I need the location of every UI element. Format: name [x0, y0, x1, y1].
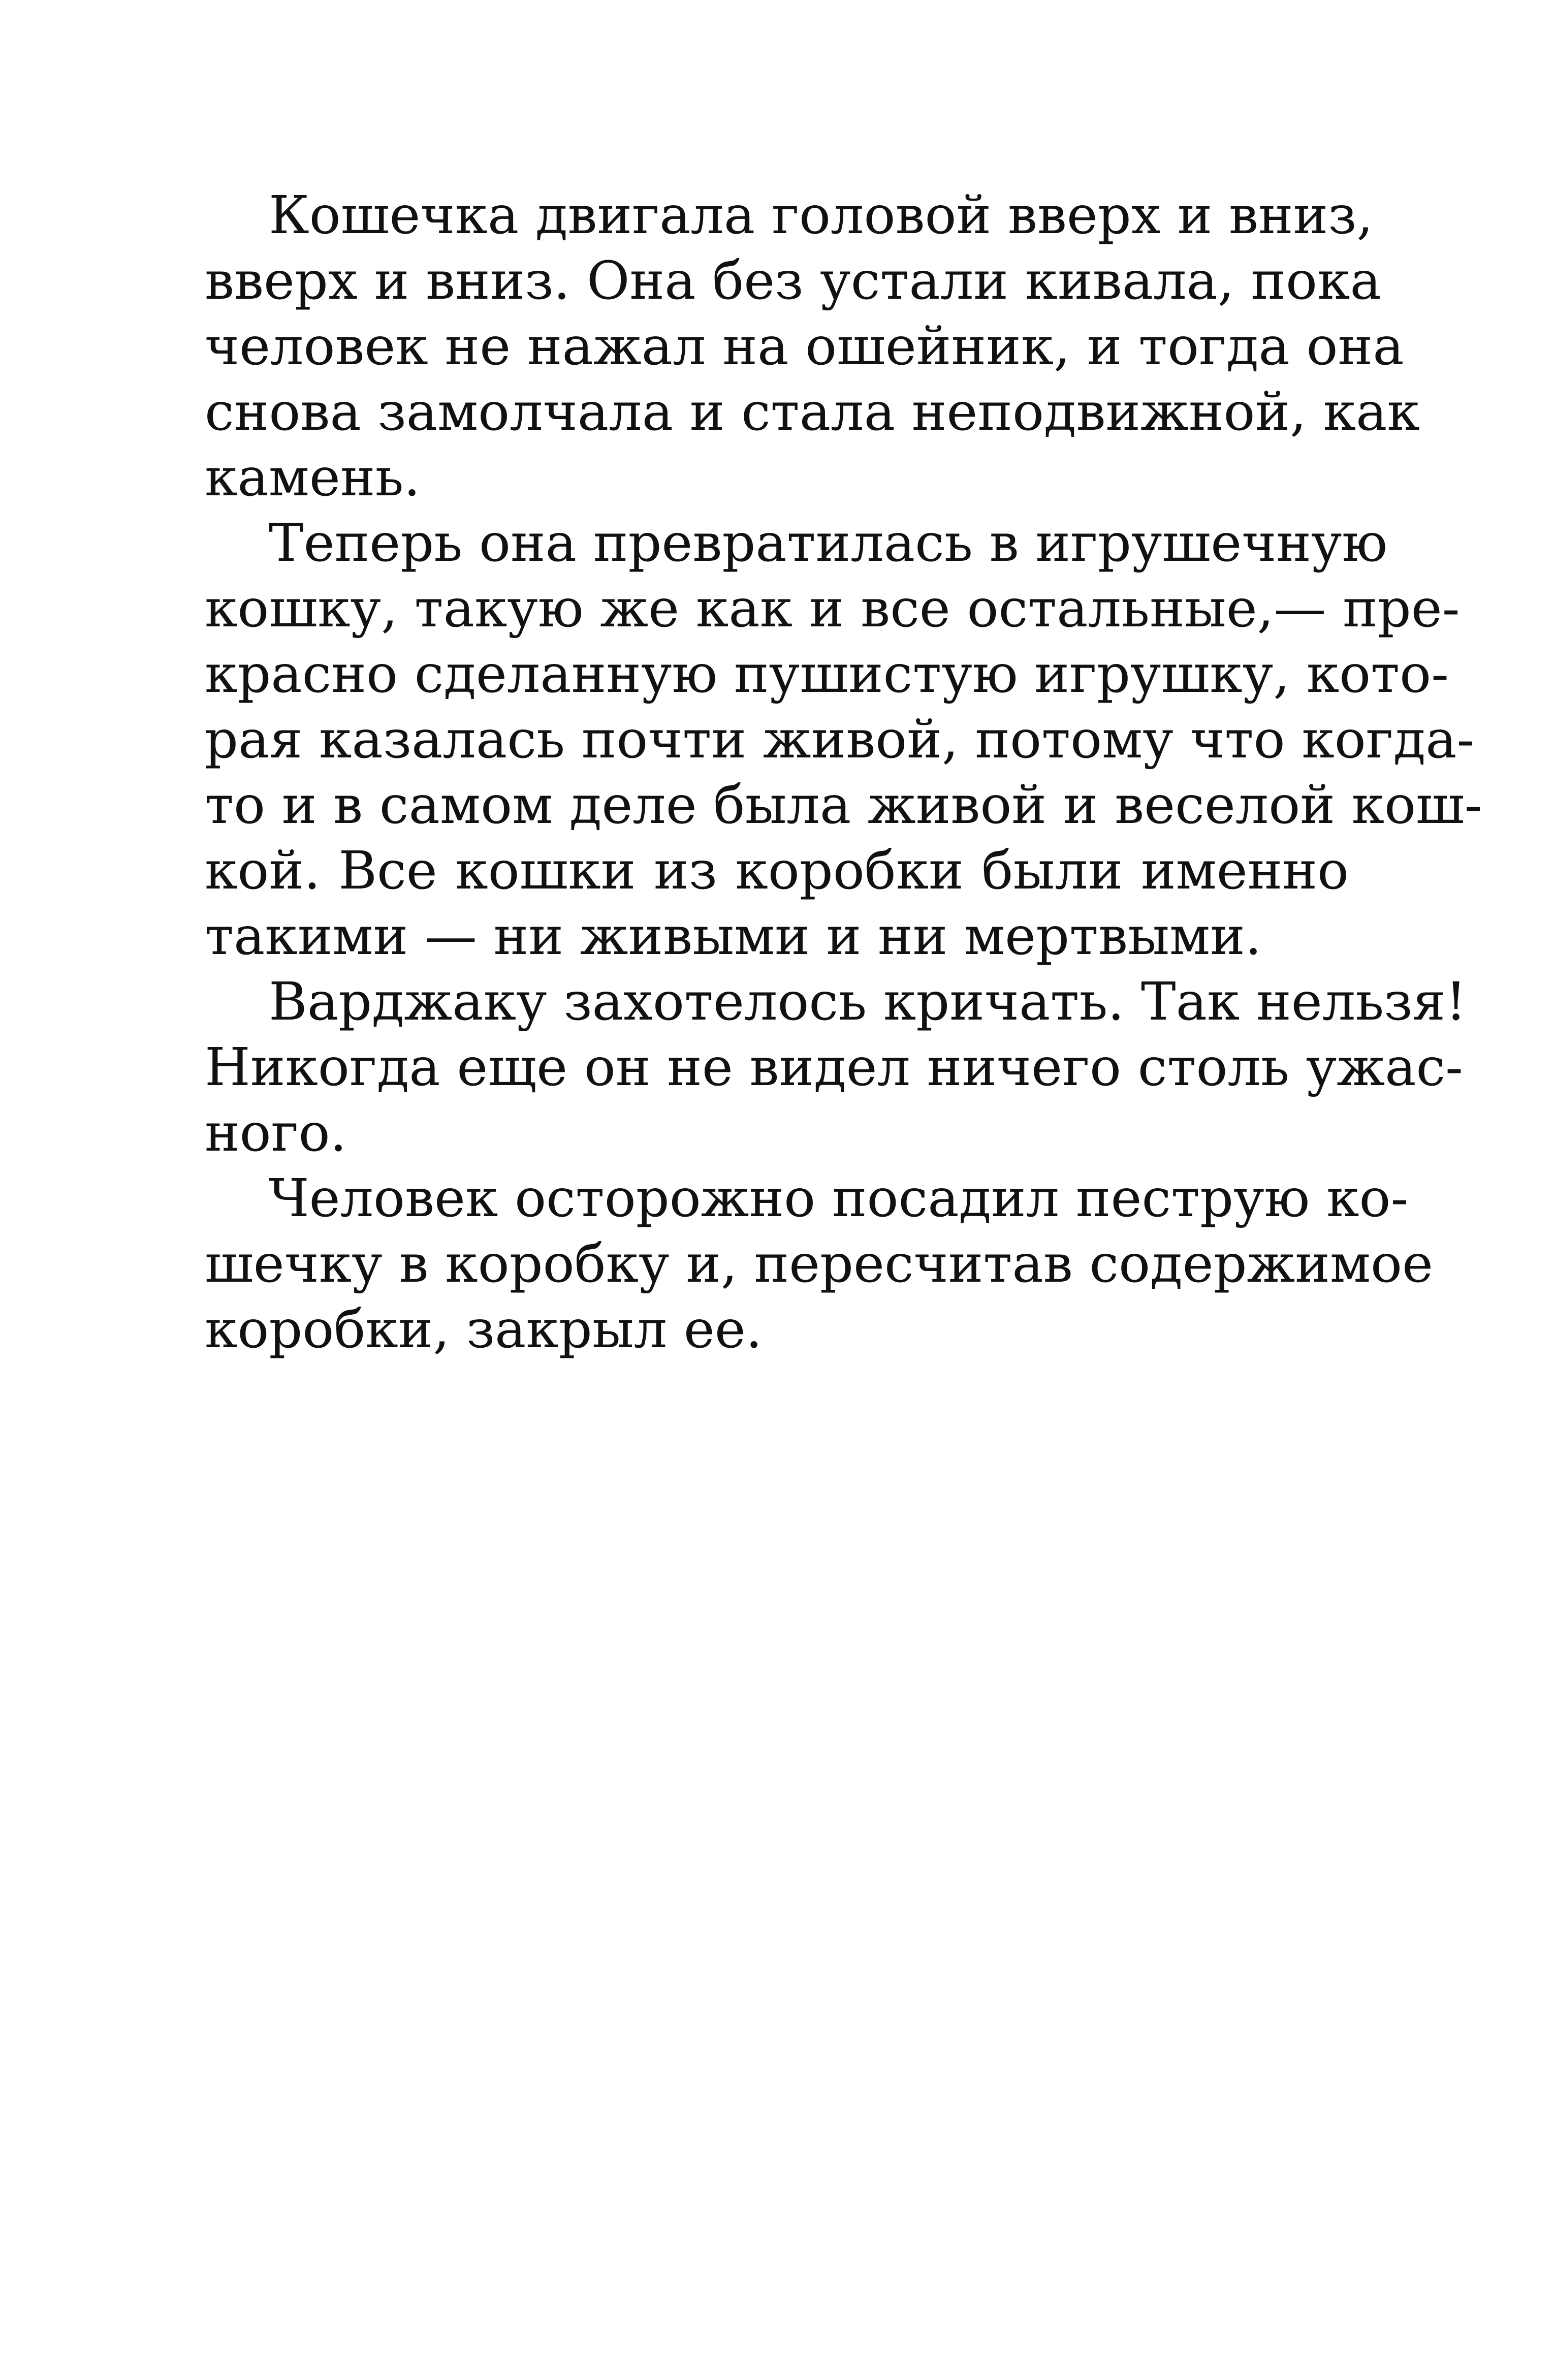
- text-line: красно сделанную пушистую игрушку, кото-: [205, 644, 1449, 705]
- text-line: Кошечка двигала головой вверх и вниз,: [269, 185, 1374, 246]
- text-line: кошку, такую же как и все остальные,— пре-: [205, 578, 1460, 639]
- paragraph-2: [205, 511, 1482, 969]
- paragraph-4: [205, 1166, 1433, 1362]
- text-line: Человек осторожно посадил пеструю ко-: [269, 1168, 1409, 1229]
- paragraph-1: [205, 183, 1420, 511]
- paragraph-3: [205, 969, 1467, 1166]
- text-line: коробки, закрыл ее.: [205, 1299, 763, 1360]
- text-line: ного.: [205, 1102, 347, 1163]
- text-line: камень.: [205, 447, 421, 508]
- text-line: снова замолчала и стала неподвижной, как: [205, 382, 1420, 442]
- text-line: человек не нажал на ошейник, и тогда она: [205, 316, 1404, 377]
- text-line: то и в самом деле была живой и веселой кош-: [205, 775, 1482, 836]
- text-line: шечку в коробку и, пересчитав содержимое: [205, 1233, 1433, 1294]
- text-line: Теперь она превратилась в игрушечную: [269, 513, 1388, 574]
- text-line: Варджаку захотелось кричать. Так нельзя!: [269, 971, 1467, 1032]
- text-line: Никогда еще он не видел ничего столь ужас-: [205, 1037, 1463, 1098]
- text-line: кой. Все кошки из коробки были именно: [205, 840, 1349, 901]
- text-line: вверх и вниз. Она без устали кивала, пока: [205, 250, 1381, 311]
- text-line: рая казалась почти живой, потому что когда-: [205, 709, 1475, 770]
- page-text: [205, 183, 1482, 1362]
- text-line: такими — ни живыми и ни мертвыми.: [205, 906, 1262, 967]
